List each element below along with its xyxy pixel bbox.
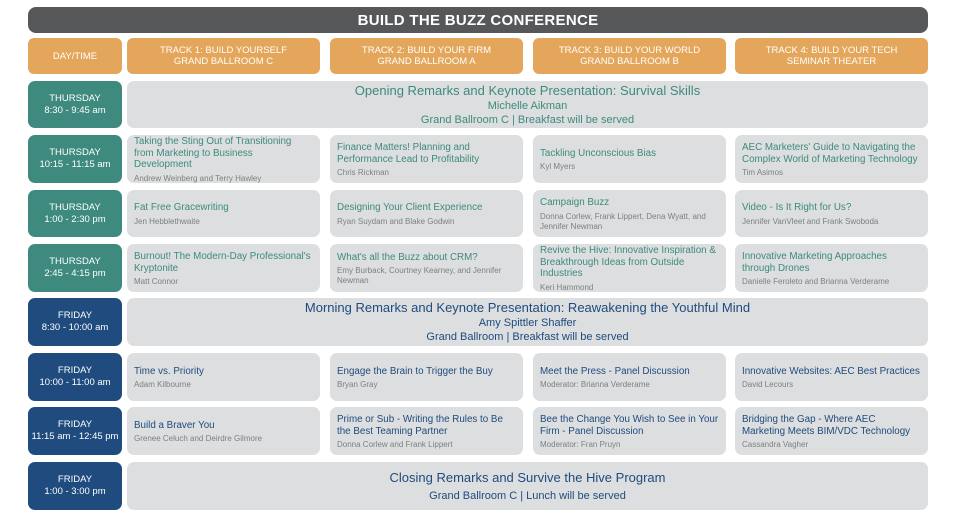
day-label: FRIDAY: [57, 365, 93, 376]
track-name: TRACK 4: BUILD YOUR TECH: [765, 45, 898, 56]
session-cell: [735, 135, 928, 183]
day-label: FRIDAY: [57, 310, 93, 321]
session-speakers: Matt Connor: [134, 277, 179, 286]
session-speakers: Kyl Myers: [540, 162, 576, 172]
session-speakers: Moderator: Fran Pruyn: [540, 440, 621, 449]
session-cell: [127, 353, 320, 401]
session-title: Morning Remarks and Keynote Presentation: Reawakening the Youthful Mind: [304, 300, 751, 315]
session-speakers: Donna Corlew and Frank Lippert: [337, 440, 453, 449]
track-name: TRACK 2: BUILD YOUR FIRM: [361, 45, 492, 56]
session-cell: [533, 353, 726, 401]
daytime-header-label: DAY/TIME: [52, 50, 98, 62]
session-cell: [127, 244, 320, 292]
session-cell: [533, 407, 726, 455]
session-title: Designing Your Client Experience: [337, 202, 483, 214]
track-room: GRAND BALLROOM B: [580, 56, 679, 67]
session-cell: [330, 353, 523, 401]
session-title: Fat Free Gracewriting: [134, 202, 229, 214]
session-cell: [330, 190, 523, 237]
day-time-cell: [28, 462, 122, 510]
track-header-2: [330, 38, 523, 74]
session-speakers: Bryan Gray: [337, 380, 378, 390]
session-speakers: Jen Hebblethwaite: [134, 216, 200, 226]
daytime-header: [28, 38, 122, 74]
session-cell: [127, 190, 320, 237]
session-cell: [533, 244, 726, 292]
track-header-3: [533, 38, 726, 74]
page-title: BUILD THE BUZZ CONFERENCE: [28, 7, 928, 33]
day-time-cell: [28, 407, 122, 455]
session-title: What's all the Buzz about CRM?: [337, 251, 478, 263]
session-speakers: Chris Rickman: [337, 168, 390, 177]
session-cell: [533, 190, 726, 237]
track-header-4: [735, 38, 928, 74]
session-title: Campaign Buzz: [540, 197, 610, 209]
session-cell: [330, 244, 523, 292]
session-cell: [330, 135, 523, 183]
day-label: THURSDAY: [49, 256, 101, 267]
plenary-session: [127, 298, 928, 346]
session-speakers: Moderator: Brianna Verderame: [540, 380, 650, 390]
plenary-session: [127, 462, 928, 510]
time-label: 2:45 - 4:15 pm: [44, 268, 106, 279]
session-cell: [735, 244, 928, 292]
time-label: 1:00 - 2:30 pm: [44, 213, 106, 225]
day-time-cell: [28, 190, 122, 237]
plenary-session: [127, 81, 928, 128]
session-title: Bee the Change You Wish to See in Your Firm - Panel Discussion: [540, 414, 719, 437]
day-label: FRIDAY: [57, 419, 93, 430]
session-cell: [735, 190, 928, 237]
session-title: Video - Is It Right for Us?: [742, 202, 852, 214]
time-label: 8:30 - 9:45 am: [44, 104, 106, 116]
session-title: AEC Marketers' Guide to Navigating the Complex World of Marketing Technology: [742, 142, 918, 165]
day-time-cell: [28, 244, 122, 292]
session-title: Tackling Unconscious Bias: [540, 147, 656, 159]
session-title: Closing Remarks and Survive the Hive Program: [389, 469, 666, 485]
day-time-cell: [28, 81, 122, 128]
session-title: Opening Remarks and Keynote Presentation: Survival Skills: [354, 82, 701, 98]
session-speakers: Tim Asimos: [742, 168, 784, 177]
time-label: 10:00 - 11:00 am: [39, 377, 111, 388]
session-title: Engage the Brain to Trigger the Buy: [337, 365, 493, 377]
session-title: Prime or Sub - Writing the Rules to Be the Best Teaming Partner: [337, 414, 503, 437]
track-header-1: [127, 38, 320, 74]
session-title: Taking the Sting Out of Transitioning from Marketing to Business Development: [134, 136, 292, 171]
session-cell: [330, 407, 523, 455]
session-speakers: Andrew Weinberg and Terry Hawley: [134, 173, 262, 183]
session-speakers: Grenee Celuch and Deirdre Gilmore: [134, 434, 263, 444]
session-title: Meet the Press - Panel Discussion: [540, 365, 690, 377]
session-title: Bridging the Gap - Where AEC Marketing Meets BIM/VDC Technology: [742, 414, 911, 437]
day-label: THURSDAY: [49, 147, 101, 158]
session-title: Innovative Marketing Approaches through Drones: [742, 251, 887, 274]
session-speaker: Amy Spittler Shaffer: [478, 317, 577, 329]
track-room: SEMINAR THEATER: [786, 56, 877, 67]
session-cell: [127, 407, 320, 455]
session-title: Burnout! The Modern-Day Professional's Kryptonite: [134, 251, 311, 274]
session-cell: [735, 353, 928, 401]
session-speakers: Keri Hammond: [540, 282, 594, 292]
session-speakers: Emy Burback, Courtney Kearney, and Jennifer Newman: [337, 266, 502, 286]
session-title: Time vs. Priority: [134, 365, 204, 377]
day-time-cell: [28, 353, 122, 401]
session-speaker: Michelle Aikman: [487, 99, 568, 112]
session-location: Grand Ballroom C | Breakfast will be served: [420, 113, 635, 126]
session-location: Grand Ballroom C | Lunch will be served: [429, 489, 626, 502]
track-name: TRACK 1: BUILD YOURSELF: [159, 45, 288, 56]
session-cell: [533, 135, 726, 183]
day-label: THURSDAY: [49, 92, 101, 104]
session-speakers: Jennifer VanVleet and Frank Swoboda: [742, 216, 879, 226]
session-cell: [735, 407, 928, 455]
session-speakers: Danielle Feroleto and Brianna Verderame: [742, 277, 890, 286]
track-room: GRAND BALLROOM A: [377, 56, 476, 67]
session-title: Build a Braver You: [134, 419, 215, 431]
session-speakers: Adam Kilbourne: [134, 380, 191, 390]
session-speakers: Cassandra Vagher: [742, 440, 809, 449]
time-label: 11:15 am - 12:45 pm: [31, 431, 119, 442]
time-label: 8:30 - 10:00 am: [41, 322, 109, 333]
day-label: THURSDAY: [49, 201, 101, 213]
time-label: 10:15 - 11:15 am: [39, 159, 111, 170]
session-title: Finance Matters! Planning and Performance Lead to Profitability: [337, 142, 480, 165]
day-time-cell: [28, 298, 122, 346]
session-speakers: David Lecours: [742, 380, 794, 390]
day-label: FRIDAY: [57, 474, 93, 485]
session-speakers: Ryan Suydam and Blake Godwin: [337, 216, 455, 226]
day-time-cell: [28, 135, 122, 183]
session-speakers: Donna Corlew, Frank Lippert, Dena Wyatt, and Jennifer Newman: [540, 211, 706, 231]
track-name: TRACK 3: BUILD YOUR WORLD: [558, 45, 701, 56]
session-title: Revive the Hive: Innovative Inspiration & Breakthrough Ideas from Outside Industries: [540, 245, 716, 280]
session-location: Grand Ballroom | Breakfast will be served: [426, 331, 629, 343]
track-room: GRAND BALLROOM C: [173, 56, 274, 67]
session-title: Innovative Websites: AEC Best Practices: [742, 365, 920, 377]
session-cell: [127, 135, 320, 183]
time-label: 1:00 - 3:00 pm: [44, 486, 106, 497]
